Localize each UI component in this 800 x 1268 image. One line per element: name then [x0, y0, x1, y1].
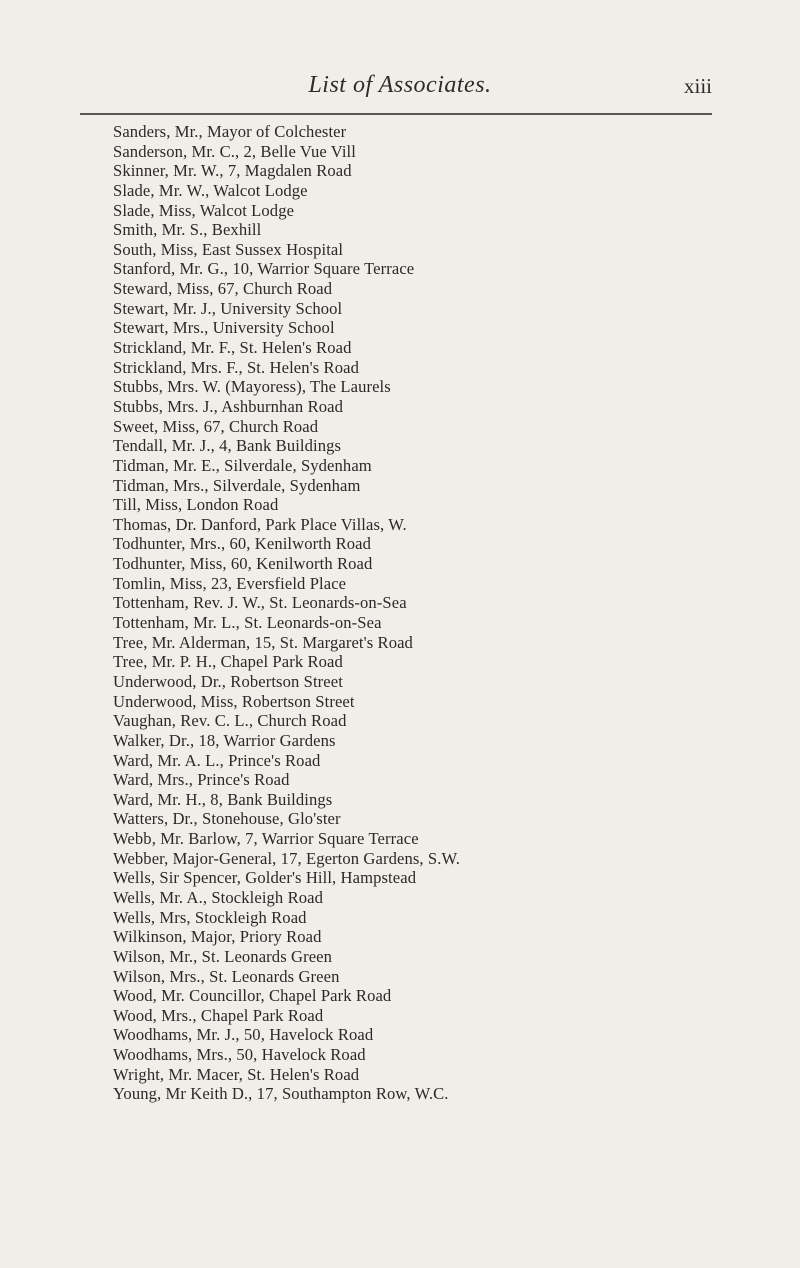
associate-entry: Stewart, Mr. J., University School: [113, 298, 343, 318]
associate-entry: South, Miss, East Sussex Hospital: [113, 239, 344, 259]
associate-entry: Watters, Dr., Stonehouse, Glo'ster: [113, 809, 341, 829]
associate-entry: Till, Miss, London Road: [113, 495, 279, 515]
associate-entry: Todhunter, Mrs., 60, Kenilworth Road: [113, 534, 372, 554]
page-number: xiii: [684, 74, 713, 98]
associate-entry: Ward, Mrs., Prince's Road: [113, 770, 290, 790]
associate-entry: Strickland, Mr. F., St. Helen's Road: [113, 338, 352, 358]
associate-entry: Skinner, Mr. W., 7, Magdalen Road: [113, 161, 352, 181]
associate-entry: Wilson, Mr., St. Leonards Green: [113, 946, 333, 966]
associate-entry: Smith, Mr. S., Bexhill: [113, 220, 262, 240]
associate-entry: Slade, Miss, Walcot Lodge: [113, 200, 295, 220]
associate-entry: Sweet, Miss, 67, Church Road: [113, 416, 319, 436]
associate-entry: Slade, Mr. W., Walcot Lodge: [113, 180, 308, 200]
associate-entry: Todhunter, Miss, 60, Kenilworth Road: [113, 554, 373, 574]
associate-entry: Wells, Mrs, Stockleigh Road: [113, 907, 307, 927]
header-rule: [80, 113, 712, 115]
associate-entry: Strickland, Mrs. F., St. Helen's Road: [113, 357, 359, 377]
associate-entry: Stewart, Mrs., University School: [113, 318, 335, 338]
associate-entry: Ward, Mr. A. L., Prince's Road: [113, 750, 321, 770]
associates-list: [113, 122, 773, 1104]
associate-entry: Underwood, Dr., Robertson Street: [113, 671, 343, 691]
associate-entry: Stubbs, Mrs. W. (Mayoress), The Laurels: [113, 377, 391, 397]
associate-entry: Tree, Mr. P. H., Chapel Park Road: [113, 652, 343, 672]
associate-entry: Wood, Mrs., Chapel Park Road: [113, 1005, 324, 1025]
associate-entry: Tottenham, Mr. L., St. Leonards-on-Sea: [113, 613, 382, 633]
associate-entry: Woodhams, Mr. J., 50, Havelock Road: [113, 1025, 374, 1045]
associate-entry: Young, Mr Keith D., 17, Southampton Row, W.C.: [113, 1084, 449, 1104]
associate-entry: Stanford, Mr. G., 10, Warrior Square Terrace: [113, 259, 415, 279]
associate-entry: Steward, Miss, 67, Church Road: [113, 279, 333, 299]
running-title: List of Associates.: [308, 72, 492, 98]
associate-entry: Webb, Mr. Barlow, 7, Warrior Square Terrace: [113, 829, 419, 849]
associate-entry: Ward, Mr. H., 8, Bank Buildings: [113, 789, 333, 809]
associate-entry: Wilson, Mrs., St. Leonards Green: [113, 966, 340, 986]
associate-entry: Walker, Dr., 18, Warrior Gardens: [113, 730, 336, 750]
associate-entry: Tidman, Mrs., Silverdale, Sydenham: [113, 475, 361, 495]
associate-entry: Wilkinson, Major, Priory Road: [113, 927, 322, 947]
associate-entry: Stubbs, Mrs. J., Ashburnhan Road: [113, 396, 343, 416]
associate-entry: Underwood, Miss, Robertson Street: [113, 691, 355, 711]
associate-entry: Tottenham, Rev. J. W., St. Leonards-on-Sea: [113, 593, 407, 613]
associate-entry: Sanders, Mr., Mayor of Colchester: [113, 122, 347, 141]
associate-entry: Sanderson, Mr. C., 2, Belle Vue Vill: [113, 141, 356, 161]
associate-entry: Wells, Sir Spencer, Golder's Hill, Hampstead: [113, 868, 417, 888]
associate-entry: Webber, Major-General, 17, Egerton Gardens, S.W.: [113, 848, 460, 868]
associate-entry: Tree, Mr. Alderman, 15, St. Margaret's Road: [113, 632, 413, 652]
associate-entry: Vaughan, Rev. C. L., Church Road: [113, 711, 347, 731]
associate-entry: Thomas, Dr. Danford, Park Place Villas, W.: [113, 514, 407, 534]
associate-entry: Tomlin, Miss, 23, Eversfield Place: [113, 573, 347, 593]
associate-entry: Tendall, Mr. J., 4, Bank Buildings: [113, 436, 342, 456]
associate-entry: Woodhams, Mrs., 50, Havelock Road: [113, 1045, 366, 1065]
associate-entry: Wells, Mr. A., Stockleigh Road: [113, 887, 323, 907]
associate-entry: Wood, Mr. Councillor, Chapel Park Road: [113, 986, 392, 1006]
associate-entry: Wright, Mr. Macer, St. Helen's Road: [113, 1064, 360, 1084]
associate-entry: Tidman, Mr. E., Silverdale, Sydenham: [113, 455, 372, 475]
